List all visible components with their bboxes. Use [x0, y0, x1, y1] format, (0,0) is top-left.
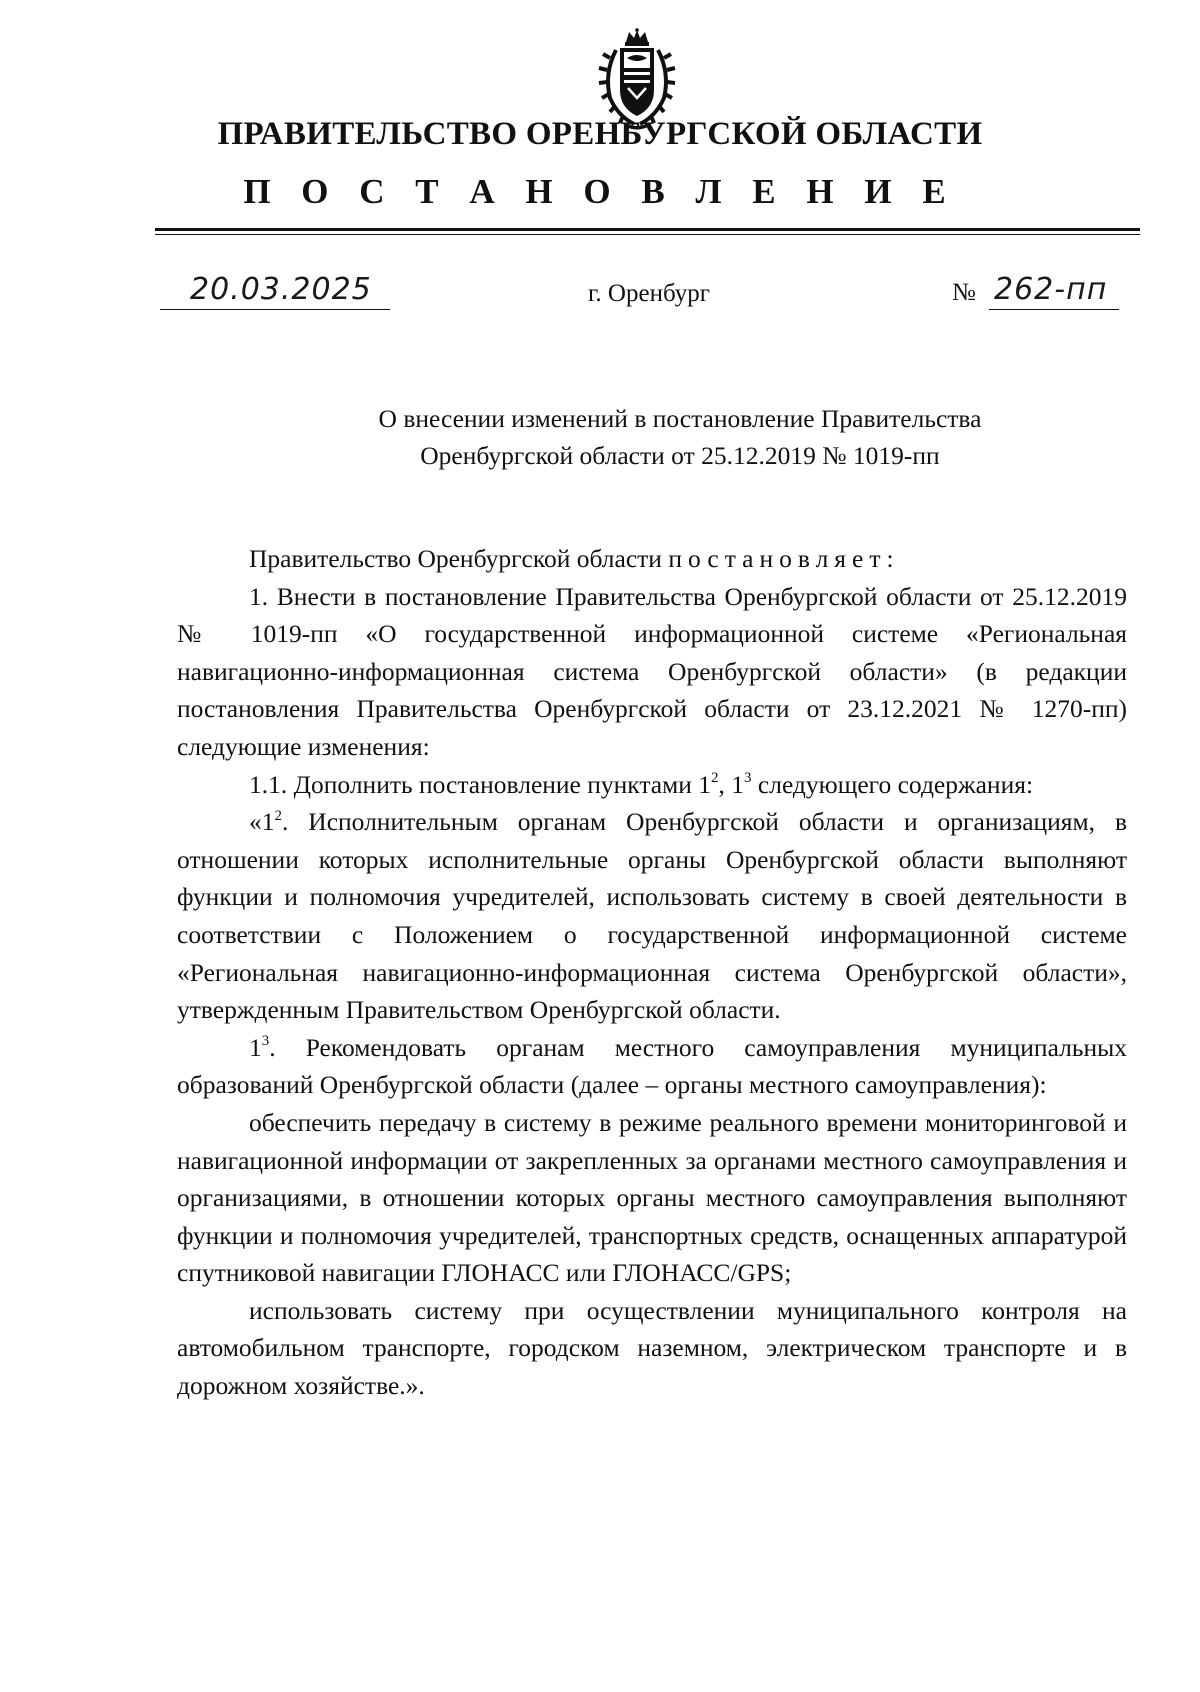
paragraph-1-3 — [177, 1029, 1127, 1104]
paragraph-1-1 — [177, 766, 1127, 804]
superscript: 3 — [261, 1033, 270, 1050]
preamble-lead: Правительство Оренбургской области — [249, 544, 669, 573]
paragraph-1-3-text-b: . Рекомендовать органам местного самоуправления муниципальных образований Оренбургской области (далее – органы местного самоуправления): — [177, 1032, 1127, 1100]
document-subject — [330, 400, 1030, 474]
city-label: г. Оренбург — [588, 280, 710, 307]
paragraph-1-1-text-b: , 1 — [718, 769, 745, 799]
subject-line-1: О внесении изменений в постановление Правительства — [378, 404, 982, 433]
paragraph-ensure: обеспечить передачу в систему в режиме реального времени мониторинговой и навигационной информации от закрепленных за органами местного самоуправления и организациями, в отношении которых органы местного самоуправления выполняют функции и полномочия учредителей, транспортных средств, оснащенных аппаратурой спутниковой навигации ГЛОНАСС или ГЛОНАСС/GPS; — [177, 1107, 1127, 1288]
preamble-verb: постановляет: — [668, 544, 900, 573]
paragraph-1-1-text-c: следующего содержания: — [751, 769, 1034, 799]
number-underline — [989, 309, 1119, 310]
header-divider-thick — [155, 228, 1140, 231]
paragraph-1-2 — [177, 803, 1127, 1029]
date-value: 20.03.2025 — [190, 272, 372, 307]
paragraph-1-1-text-a: 1.1. Дополнить постановление пунктами 1 — [249, 769, 712, 799]
subject-line-2: Оренбургской области от 25.12.2019 № 1019-пп — [420, 441, 940, 470]
date-field — [160, 270, 390, 314]
paragraph-1-3-text-a: 1 — [249, 1032, 262, 1062]
number-sign: № — [952, 279, 976, 306]
paragraph-1: 1. Внести в постановление Правительства Оренбургской области от 25.12.2019 № 1019-пп «О государственной информационной системе «Региональная навигационно-информационная система Оренбургской области» (в редакции постановления Правительства Оренбургской области от 23.12.2021 № 1270-пп) следующие изменения: — [177, 581, 1127, 761]
number-field — [952, 270, 1152, 314]
header-divider-thin — [155, 234, 1140, 235]
superscript: 2 — [711, 770, 719, 787]
document-type: П О С Т А Н О В Л Е Н И Е — [243, 172, 957, 211]
paragraph-use: использовать систему при осуществлении муниципального контроля на автомобильном транспорте, городском наземном, электрическом транспорте и в дорожном хозяйстве.». — [177, 1295, 1127, 1401]
preamble-paragraph — [177, 540, 1127, 578]
oblast-coat-of-arms-icon — [598, 28, 676, 130]
number-value: 262-пп — [994, 272, 1108, 307]
superscript: 3 — [744, 770, 752, 787]
government-title: ПРАВИТЕЛЬСТВО ОРЕНБУРГСКОЙ ОБЛАСТИ — [217, 116, 983, 152]
superscript: 2 — [274, 807, 282, 824]
document-body — [177, 540, 1127, 1405]
paragraph-1-2-text-b: . Исполнительным органам Оренбургской области и организациям, в отношении которых исполнительные органы Оренбургской области выполняют функции и полномочия учредителей, использовать систему в своей деятельности в соответствии с Положением о государственной информационной системе «Региональная навигационно-информационная система Оренбургской области», утвержденным Правительством Оренбургской области. — [177, 807, 1127, 1025]
paragraph-1-2-text-a: «1 — [249, 807, 275, 837]
date-underline — [160, 309, 390, 310]
